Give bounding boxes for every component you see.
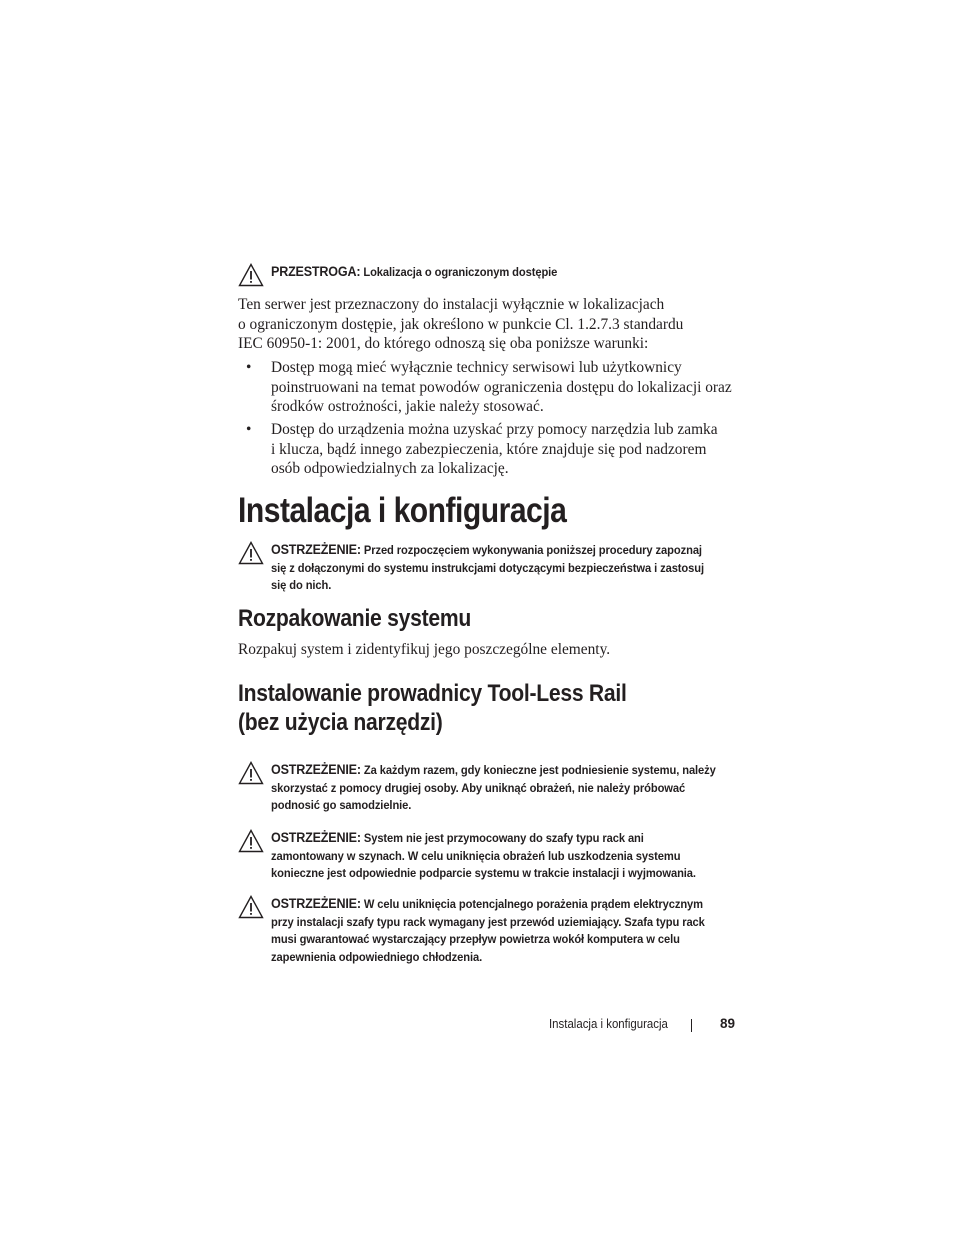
bullet-line: poinstruowani na temat powodów ograniczenia dostępu do lokalizacji oraz	[271, 378, 732, 396]
section-body-text: Rozpakuj system i zidentyfikuj jego poszczególne elementy.	[238, 641, 611, 658]
section-body	[238, 640, 758, 660]
bullet-line: Dostęp mogą mieć wyłącznie technicy serwisowi lub użytkownicy	[271, 359, 682, 376]
intro-line: IEC 60950-1: 2001, do którego odnoszą się oba poniższe warunki:	[238, 335, 649, 352]
bullet-line: środków ostrożności, jakie należy stosować.	[271, 398, 544, 415]
warning-line: Przed rozpoczęciem wykonywania poniższej procedury zapoznaj	[363, 543, 702, 557]
warning-line: podnosić go samodzielnie.	[271, 798, 412, 812]
caution-text	[271, 263, 741, 282]
bullet-line: osób odpowiedzialnych za lokalizację.	[271, 460, 509, 477]
warning-line: System nie jest przymocowany do szafy typu rack ani	[363, 831, 644, 845]
bullet-symbol: •	[246, 421, 252, 438]
warning-notice	[238, 895, 738, 966]
caution-notice	[238, 263, 738, 282]
warning-text	[271, 761, 741, 815]
warning-line: się z dołączonymi do systemu instrukcjami dotyczącymi bezpieczeństwa i zastosuj	[271, 560, 705, 575]
footer-separator	[691, 1019, 692, 1032]
warning-triangle-icon	[238, 761, 264, 785]
warning-triangle-icon	[238, 895, 264, 919]
warning-line: skorzystać z pomocy drugiej osoby. Aby uniknąć obrażeń, nie należy próbować	[271, 780, 686, 795]
warning-text	[271, 895, 741, 966]
intro-paragraph	[238, 295, 758, 354]
warning-text	[271, 541, 741, 595]
warning-line: zamontowany w szynach. W celu uniknięcia obrażeń lub uszkodzenia systemu	[271, 848, 681, 863]
warning-line: się do nich.	[271, 578, 332, 592]
warning-notice	[238, 829, 738, 883]
warning-line: Za każdym razem, gdy konieczne jest podniesienie systemu, należy	[363, 763, 716, 777]
bullet-line: i klucza, bądź innego zabezpieczenia, które znajduje się pod nadzorem	[271, 440, 707, 458]
caution-label: PRZESTROGA:	[271, 264, 361, 279]
section-heading	[238, 679, 627, 737]
bullet-symbol: •	[246, 359, 252, 376]
warning-line: konieczne jest odpowiednie podparcie systemu w trakcie instalacji i wyjmowania.	[271, 866, 696, 880]
warning-text	[271, 829, 741, 883]
footer-section-title: Instalacja i konfiguracja	[549, 1016, 668, 1031]
bullet-item	[238, 358, 758, 417]
warning-label: OSTRZEŻENIE:	[271, 830, 361, 845]
section-heading-line: (bez użycia narzędzi)	[238, 709, 443, 736]
warning-label: OSTRZEŻENIE:	[271, 762, 361, 777]
intro-line: Ten serwer jest przeznaczony do instalacji wyłącznie w lokalizacjach	[238, 296, 665, 313]
section-heading: Rozpakowanie systemu	[238, 605, 471, 632]
section-heading-line: Instalowanie prowadnicy Tool-Less Rail	[238, 680, 627, 707]
chapter-title: Instalacja i konfiguracja	[238, 491, 567, 530]
bullet-line: Dostęp do urządzenia można uzyskać przy pomocy narzędzia lub zamka	[271, 421, 718, 438]
warning-triangle-icon	[238, 263, 264, 287]
warning-line: musi gwarantować wystarczający przepływ powietrza wokół komputera w celu	[271, 932, 680, 946]
warning-notice	[238, 761, 738, 815]
page-number: 89	[720, 1016, 736, 1031]
caution-message: Lokalizacja o ograniczonym dostępie	[363, 265, 558, 279]
warning-label: OSTRZEŻENIE:	[271, 896, 361, 911]
warning-line: zapewnienia odpowiedniego chłodzenia.	[271, 949, 483, 964]
warning-label: OSTRZEŻENIE:	[271, 542, 361, 557]
warning-line: przy instalacji szafy typu rack wymagany jest przewód uziemiający. Szafa typu rack	[271, 914, 705, 929]
warning-notice	[238, 541, 738, 595]
intro-line: o ograniczonym dostępie, jak określono w punkcie Cl. 1.2.7.3 standardu	[238, 315, 684, 333]
warning-triangle-icon	[238, 541, 264, 565]
warning-line: W celu uniknięcia potencjalnego porażenia prądem elektrycznym	[363, 897, 704, 911]
warning-triangle-icon	[238, 829, 264, 853]
bullet-item	[238, 420, 758, 479]
